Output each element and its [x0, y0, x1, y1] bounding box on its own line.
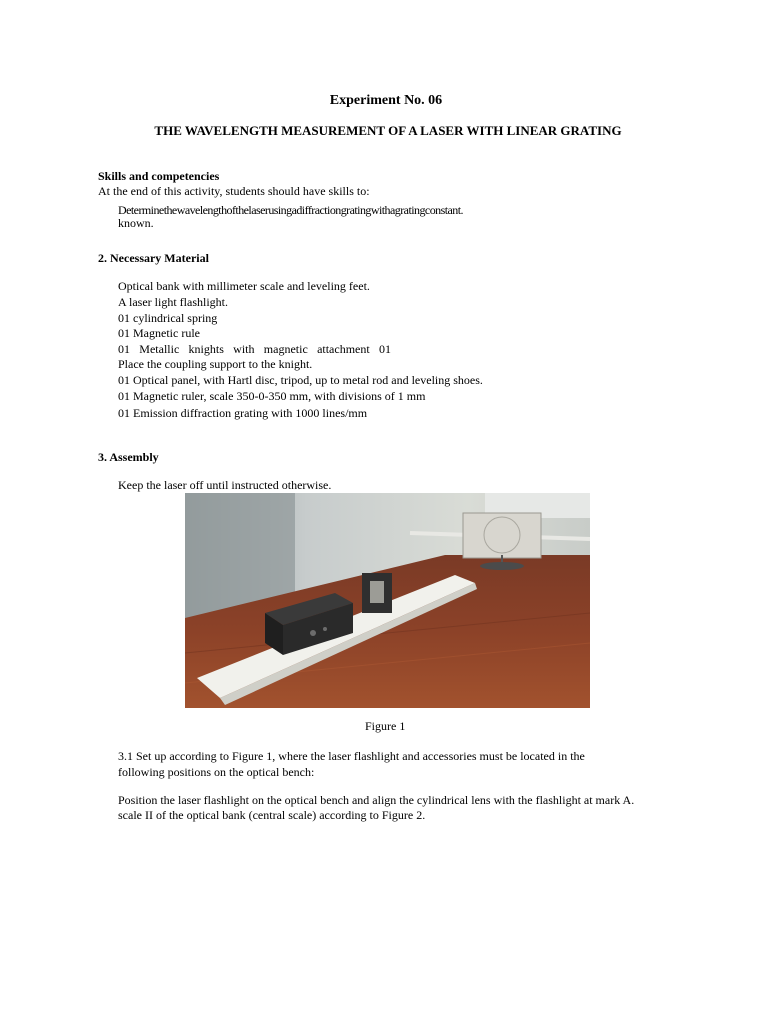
material-word: with	[233, 342, 255, 356]
material-item-justified	[118, 342, 391, 357]
skills-heading: Skills and competencies	[98, 169, 220, 183]
material-item: 01 Optical panel, with Hartl disc, tripod, up to metal rod and leveling shoes.	[118, 373, 483, 387]
assembly-note: Keep the laser off until instructed otherwise.	[118, 478, 332, 492]
figure-1-caption: Figure 1	[365, 719, 406, 733]
step-3-1-line-1: 3.1 Set up according to Figure 1, where the laser flashlight and accessories must be located in the	[118, 749, 585, 763]
skills-line-2: known.	[118, 216, 154, 230]
material-item: Place the coupling support to the knight.	[118, 357, 313, 371]
material-word: attachment	[317, 342, 370, 356]
step-3-1-line-2: following positions on the optical bench:	[118, 765, 315, 779]
material-item: Optical bank with millimeter scale and leveling feet.	[118, 279, 370, 293]
material-item: A laser light flashlight.	[118, 295, 228, 309]
assembly-heading: 3. Assembly	[98, 450, 159, 464]
material-item: 01 cylindrical spring	[118, 311, 218, 325]
materials-heading: 2. Necessary Material	[98, 251, 209, 265]
material-item: 01 Emission diffraction grating with 1000 lines/mm	[118, 406, 368, 420]
skills-intro: At the end of this activity, students should have skills to:	[98, 184, 370, 198]
material-item: 01 Magnetic rule	[118, 326, 200, 340]
material-word: knights	[188, 342, 224, 356]
material-item: 01 Magnetic ruler, scale 350-0-350 mm, with divisions of 1 mm	[118, 389, 426, 403]
experiment-number: Experiment No. 06	[329, 93, 443, 108]
material-word: magnetic	[263, 342, 308, 356]
material-word: Metallic	[139, 342, 180, 356]
material-word: 01	[378, 342, 391, 356]
material-word: 01	[118, 342, 130, 356]
position-line-1: Position the laser flashlight on the optical bench and align the cylindrical lens with the flashlight at mark A.	[118, 793, 635, 807]
skills-line-1: Determinethewavelengthofthelaserusingadiffractiongratingwithagratingconstant.	[118, 203, 463, 217]
figure-1-photo	[185, 493, 590, 708]
position-line-2: scale II of the optical bank (central scale) according to Figure 2.	[118, 808, 426, 822]
experiment-title: THE WAVELENGTH MEASUREMENT OF A LASER WITH LINEAR GRATING	[154, 123, 622, 138]
